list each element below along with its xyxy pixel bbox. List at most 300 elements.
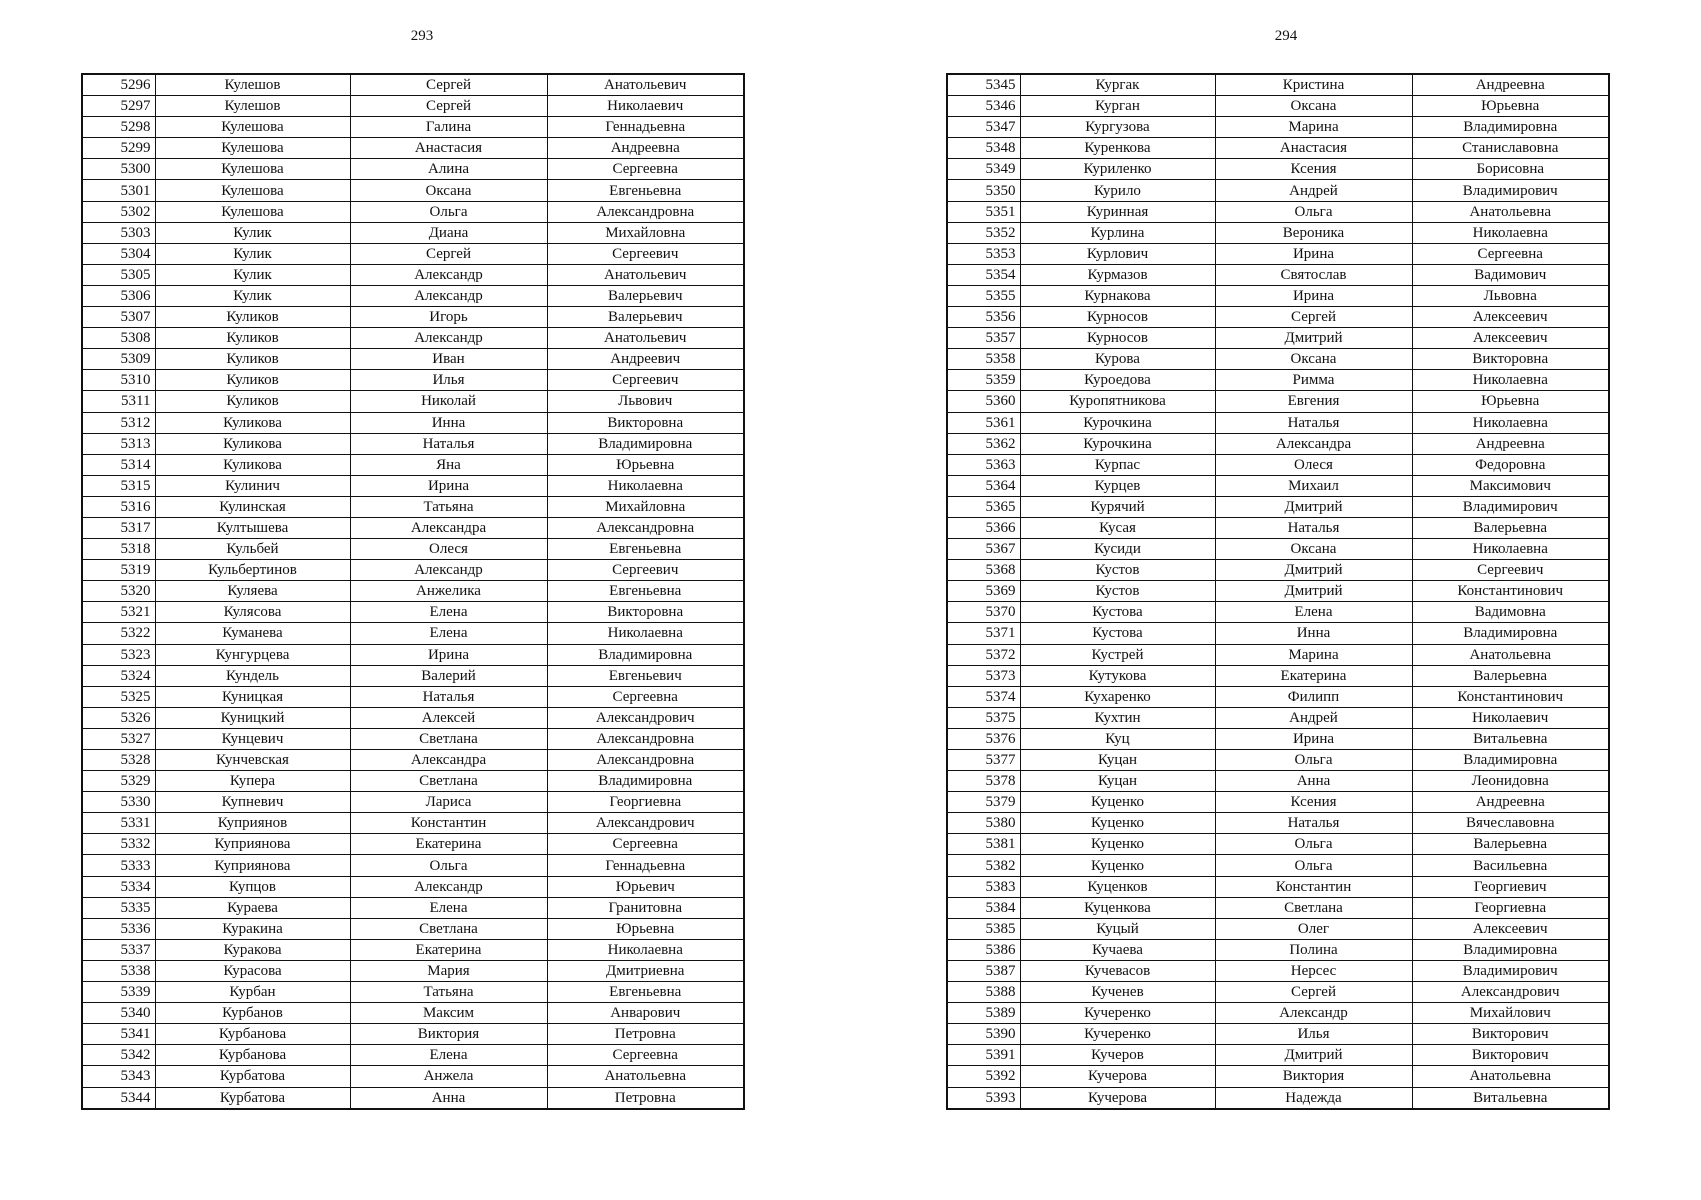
patronymic-cell: Владимировна: [547, 771, 744, 792]
table-row: [82, 370, 744, 391]
patronymic-cell: Станиславовна: [1412, 138, 1609, 159]
row-number-cell: 5353: [947, 243, 1020, 264]
table-row: [947, 707, 1609, 728]
first-name-cell: Марина: [1215, 644, 1412, 665]
table-row: [82, 96, 744, 117]
surname-cell: Курносов: [1020, 307, 1215, 328]
surname-cell: Курбатова: [155, 1066, 350, 1087]
first-name-cell: Игорь: [350, 307, 547, 328]
surname-cell: Куц: [1020, 728, 1215, 749]
row-number-cell: 5371: [947, 623, 1020, 644]
surname-cell: Куницкая: [155, 686, 350, 707]
surname-cell: Курлина: [1020, 222, 1215, 243]
table-row: [82, 855, 744, 876]
surname-cell: Кулинская: [155, 496, 350, 517]
row-number-cell: 5328: [82, 750, 155, 771]
row-number-cell: 5297: [82, 96, 155, 117]
first-name-cell: Мария: [350, 960, 547, 981]
patronymic-cell: Анатольевич: [547, 74, 744, 96]
patronymic-cell: Николаевна: [547, 475, 744, 496]
row-number-cell: 5301: [82, 180, 155, 201]
patronymic-cell: Сергеевич: [1412, 560, 1609, 581]
surname-cell: Кунгурцева: [155, 644, 350, 665]
first-name-cell: Дмитрий: [1215, 560, 1412, 581]
patronymic-cell: Юрьевна: [547, 454, 744, 475]
surname-cell: Кусая: [1020, 517, 1215, 538]
first-name-cell: Наталья: [350, 433, 547, 454]
first-name-cell: Наталья: [1215, 412, 1412, 433]
row-number-cell: 5380: [947, 813, 1020, 834]
row-number-cell: 5392: [947, 1066, 1020, 1087]
patronymic-cell: Андреевна: [1412, 74, 1609, 96]
row-number-cell: 5389: [947, 1003, 1020, 1024]
surname-cell: Кулик: [155, 285, 350, 306]
first-name-cell: Олеся: [1215, 454, 1412, 475]
first-name-cell: Олеся: [350, 539, 547, 560]
first-name-cell: Александр: [350, 876, 547, 897]
first-name-cell: Анжелика: [350, 581, 547, 602]
patronymic-cell: Владимирович: [1412, 960, 1609, 981]
row-number-cell: 5355: [947, 285, 1020, 306]
patronymic-cell: Юрьевна: [1412, 96, 1609, 117]
first-name-cell: Ирина: [1215, 728, 1412, 749]
surname-cell: Кулешова: [155, 159, 350, 180]
row-number-cell: 5348: [947, 138, 1020, 159]
surname-cell: Курмазов: [1020, 264, 1215, 285]
row-number-cell: 5303: [82, 222, 155, 243]
surname-cell: Кунцевич: [155, 728, 350, 749]
row-number-cell: 5333: [82, 855, 155, 876]
first-name-cell: Елена: [350, 897, 547, 918]
table-row: [947, 391, 1609, 412]
table-row: [947, 328, 1609, 349]
patronymic-cell: Геннадьевна: [547, 855, 744, 876]
first-name-cell: Оксана: [350, 180, 547, 201]
surname-cell: Купера: [155, 771, 350, 792]
surname-cell: Кустова: [1020, 602, 1215, 623]
patronymic-cell: Михайловна: [547, 222, 744, 243]
row-number-cell: 5332: [82, 834, 155, 855]
table-row: [82, 180, 744, 201]
patronymic-cell: Юрьевна: [1412, 391, 1609, 412]
surname-cell: Куликов: [155, 328, 350, 349]
row-number-cell: 5370: [947, 602, 1020, 623]
first-name-cell: Александр: [350, 285, 547, 306]
surname-cell: Куликов: [155, 370, 350, 391]
row-number-cell: 5335: [82, 897, 155, 918]
row-number-cell: 5313: [82, 433, 155, 454]
first-name-cell: Екатерина: [1215, 665, 1412, 686]
first-name-cell: Надежда: [1215, 1087, 1412, 1109]
first-name-cell: Дмитрий: [1215, 1045, 1412, 1066]
surname-cell: Куцан: [1020, 750, 1215, 771]
row-number-cell: 5374: [947, 686, 1020, 707]
surname-cell: Куриленко: [1020, 159, 1215, 180]
patronymic-cell: Анатольевна: [1412, 644, 1609, 665]
table-row: [82, 771, 744, 792]
row-number-cell: 5388: [947, 982, 1020, 1003]
row-number-cell: 5359: [947, 370, 1020, 391]
table-row: [947, 918, 1609, 939]
surname-cell: Кулешов: [155, 96, 350, 117]
first-name-cell: Оксана: [1215, 349, 1412, 370]
table-row: [82, 644, 744, 665]
patronymic-cell: Владимировна: [1412, 750, 1609, 771]
first-name-cell: Вероника: [1215, 222, 1412, 243]
patronymic-cell: Александровна: [547, 201, 744, 222]
patronymic-cell: Юрьевна: [547, 918, 744, 939]
patronymic-cell: Николаевна: [547, 939, 744, 960]
row-number-cell: 5302: [82, 201, 155, 222]
patronymic-cell: Анатольевна: [1412, 1066, 1609, 1087]
table-row: [947, 539, 1609, 560]
table-row: [947, 138, 1609, 159]
table-row: [947, 96, 1609, 117]
surname-cell: Кучерова: [1020, 1066, 1215, 1087]
surname-cell: Курбан: [155, 982, 350, 1003]
surname-cell: Куликова: [155, 412, 350, 433]
patronymic-cell: Сергеевна: [547, 686, 744, 707]
first-name-cell: Ольга: [1215, 750, 1412, 771]
table-row: [82, 707, 744, 728]
row-number-cell: 5356: [947, 307, 1020, 328]
row-number-cell: 5334: [82, 876, 155, 897]
table-row: [947, 285, 1609, 306]
patronymic-cell: Федоровна: [1412, 454, 1609, 475]
row-number-cell: 5349: [947, 159, 1020, 180]
surname-cell: Купцов: [155, 876, 350, 897]
surname-cell: Куприянова: [155, 855, 350, 876]
patronymic-cell: Валерьевич: [547, 307, 744, 328]
table-row: [947, 1087, 1609, 1109]
patronymic-cell: Алексеевич: [1412, 918, 1609, 939]
table-row: [947, 581, 1609, 602]
row-number-cell: 5329: [82, 771, 155, 792]
patronymic-cell: Евгеньевна: [547, 581, 744, 602]
patronymic-cell: Сергеевна: [547, 834, 744, 855]
surname-cell: Кучерова: [1020, 1087, 1215, 1109]
row-number-cell: 5347: [947, 117, 1020, 138]
patronymic-cell: Викторович: [1412, 1045, 1609, 1066]
table-row: [947, 960, 1609, 981]
patronymic-cell: Сергеевна: [547, 1045, 744, 1066]
table-row: [947, 602, 1609, 623]
row-number-cell: 5341: [82, 1024, 155, 1045]
first-name-cell: Олег: [1215, 918, 1412, 939]
first-name-cell: Галина: [350, 117, 547, 138]
table-row: [947, 243, 1609, 264]
table-row: [82, 960, 744, 981]
surname-cell: Куманева: [155, 623, 350, 644]
row-number-cell: 5331: [82, 813, 155, 834]
row-number-cell: 5319: [82, 560, 155, 581]
patronymic-cell: Николаевна: [1412, 539, 1609, 560]
patronymic-cell: Александрович: [547, 707, 744, 728]
patronymic-cell: Васильевна: [1412, 855, 1609, 876]
table-row: [947, 117, 1609, 138]
table-row: [947, 728, 1609, 749]
first-name-cell: Сергей: [350, 96, 547, 117]
patronymic-cell: Викторовна: [547, 412, 744, 433]
row-number-cell: 5363: [947, 454, 1020, 475]
table-row: [947, 517, 1609, 538]
surname-cell: Кучеренко: [1020, 1003, 1215, 1024]
table-row: [82, 391, 744, 412]
row-number-cell: 5312: [82, 412, 155, 433]
surname-cell: Куценкова: [1020, 897, 1215, 918]
first-name-cell: Сергей: [1215, 307, 1412, 328]
row-number-cell: 5393: [947, 1087, 1020, 1109]
first-name-cell: Дмитрий: [1215, 496, 1412, 517]
patronymic-cell: Валерьевна: [1412, 517, 1609, 538]
table-row: [82, 307, 744, 328]
surname-cell: Куляева: [155, 581, 350, 602]
first-name-cell: Анастасия: [1215, 138, 1412, 159]
first-name-cell: Сергей: [350, 243, 547, 264]
patronymic-cell: Юрьевич: [547, 876, 744, 897]
surname-cell: Кучевасов: [1020, 960, 1215, 981]
first-name-cell: Алексей: [350, 707, 547, 728]
patronymic-cell: Валерьевич: [547, 285, 744, 306]
surname-cell: Кургузова: [1020, 117, 1215, 138]
first-name-cell: Елена: [350, 602, 547, 623]
surname-cell: Курбатова: [155, 1087, 350, 1109]
surname-cell: Куприянова: [155, 834, 350, 855]
patronymic-cell: Николаевна: [547, 623, 744, 644]
first-name-cell: Екатерина: [350, 834, 547, 855]
surname-cell: Куценков: [1020, 876, 1215, 897]
row-number-cell: 5381: [947, 834, 1020, 855]
surname-cell: Кучаева: [1020, 939, 1215, 960]
table-row: [947, 771, 1609, 792]
first-name-cell: Константин: [1215, 876, 1412, 897]
table-row: [82, 328, 744, 349]
surname-cell: Кулешов: [155, 74, 350, 96]
row-number-cell: 5309: [82, 349, 155, 370]
row-number-cell: 5299: [82, 138, 155, 159]
patronymic-cell: Анатольевна: [547, 1066, 744, 1087]
row-number-cell: 5336: [82, 918, 155, 939]
first-name-cell: Татьяна: [350, 496, 547, 517]
first-name-cell: Светлана: [1215, 897, 1412, 918]
surname-cell: Кулешова: [155, 117, 350, 138]
patronymic-cell: Викторович: [1412, 1024, 1609, 1045]
row-number-cell: 5387: [947, 960, 1020, 981]
surname-cell: Кутукова: [1020, 665, 1215, 686]
table-row: [947, 349, 1609, 370]
row-number-cell: 5368: [947, 560, 1020, 581]
table-row: [82, 792, 744, 813]
first-name-cell: Римма: [1215, 370, 1412, 391]
first-name-cell: Диана: [350, 222, 547, 243]
row-number-cell: 5346: [947, 96, 1020, 117]
page-number: 294: [1274, 28, 1298, 44]
patronymic-cell: Николаевич: [1412, 707, 1609, 728]
first-name-cell: Нерсес: [1215, 960, 1412, 981]
patronymic-cell: Михайловна: [547, 496, 744, 517]
surname-cell: Кусиди: [1020, 539, 1215, 560]
row-number-cell: 5323: [82, 644, 155, 665]
patronymic-cell: Анатольевич: [547, 264, 744, 285]
table-row: [82, 412, 744, 433]
surname-cell: Курбанова: [155, 1045, 350, 1066]
row-number-cell: 5358: [947, 349, 1020, 370]
surname-cell: Курцев: [1020, 475, 1215, 496]
patronymic-cell: Анатольевич: [547, 328, 744, 349]
first-name-cell: Елена: [1215, 602, 1412, 623]
surname-cell: Култышева: [155, 517, 350, 538]
patronymic-cell: Константинович: [1412, 581, 1609, 602]
surname-cell: Кураева: [155, 897, 350, 918]
first-name-cell: Дмитрий: [1215, 328, 1412, 349]
table-row: [82, 665, 744, 686]
row-number-cell: 5386: [947, 939, 1020, 960]
first-name-cell: Ольга: [1215, 201, 1412, 222]
table-row: [82, 602, 744, 623]
table-row: [947, 370, 1609, 391]
patronymic-cell: Борисовна: [1412, 159, 1609, 180]
row-number-cell: 5354: [947, 264, 1020, 285]
patronymic-cell: Владимировна: [547, 433, 744, 454]
table-row: [947, 939, 1609, 960]
patronymic-cell: Александровна: [547, 750, 744, 771]
first-name-cell: Ирина: [1215, 243, 1412, 264]
table-row: [82, 581, 744, 602]
patronymic-cell: Петровна: [547, 1087, 744, 1109]
surname-cell: Куроедова: [1020, 370, 1215, 391]
row-number-cell: 5377: [947, 750, 1020, 771]
first-name-cell: Светлана: [350, 771, 547, 792]
surname-cell: Кургак: [1020, 74, 1215, 96]
patronymic-cell: Владимировна: [1412, 623, 1609, 644]
row-number-cell: 5315: [82, 475, 155, 496]
surname-cell: Кулешова: [155, 180, 350, 201]
first-name-cell: Ксения: [1215, 792, 1412, 813]
first-name-cell: Наталья: [1215, 813, 1412, 834]
row-number-cell: 5321: [82, 602, 155, 623]
first-name-cell: Александр: [350, 560, 547, 581]
table-row: [82, 939, 744, 960]
first-name-cell: Александр: [350, 328, 547, 349]
surname-cell: Куликова: [155, 433, 350, 454]
row-number-cell: 5378: [947, 771, 1020, 792]
row-number-cell: 5372: [947, 644, 1020, 665]
table-row: [947, 813, 1609, 834]
first-name-cell: Александра: [350, 517, 547, 538]
surname-cell: Купневич: [155, 792, 350, 813]
patronymic-cell: Сергеевна: [547, 159, 744, 180]
surname-cell: Курпас: [1020, 454, 1215, 475]
table-row: [82, 1066, 744, 1087]
patronymic-cell: Вадимовна: [1412, 602, 1609, 623]
first-name-cell: Анна: [350, 1087, 547, 1109]
surname-cell: Куценко: [1020, 813, 1215, 834]
first-name-cell: Ольга: [350, 201, 547, 222]
first-name-cell: Дмитрий: [1215, 581, 1412, 602]
row-number-cell: 5379: [947, 792, 1020, 813]
patronymic-cell: Евгеньевна: [547, 180, 744, 201]
first-name-cell: Анастасия: [350, 138, 547, 159]
table-row: [82, 117, 744, 138]
table-row: [947, 1045, 1609, 1066]
row-number-cell: 5337: [82, 939, 155, 960]
surname-cell: Курнакова: [1020, 285, 1215, 306]
patronymic-cell: Вадимович: [1412, 264, 1609, 285]
first-name-cell: Александра: [1215, 433, 1412, 454]
table-row: [947, 180, 1609, 201]
row-number-cell: 5296: [82, 74, 155, 96]
row-number-cell: 5361: [947, 412, 1020, 433]
table-row: [947, 454, 1609, 475]
patronymic-cell: Валерьевна: [1412, 834, 1609, 855]
surname-cell: Курило: [1020, 180, 1215, 201]
table-row: [82, 1003, 744, 1024]
row-number-cell: 5382: [947, 855, 1020, 876]
first-name-cell: Оксана: [1215, 539, 1412, 560]
surname-cell: Кулик: [155, 243, 350, 264]
row-number-cell: 5385: [947, 918, 1020, 939]
first-name-cell: Александр: [350, 264, 547, 285]
patronymic-cell: Витальевна: [1412, 1087, 1609, 1109]
first-name-cell: Анна: [1215, 771, 1412, 792]
row-number-cell: 5338: [82, 960, 155, 981]
row-number-cell: 5339: [82, 982, 155, 1003]
row-number-cell: 5326: [82, 707, 155, 728]
first-name-cell: Инна: [1215, 623, 1412, 644]
patronymic-cell: Андреевна: [1412, 792, 1609, 813]
table-row: [947, 433, 1609, 454]
patronymic-cell: Георгиевна: [1412, 897, 1609, 918]
table-row: [947, 74, 1609, 96]
first-name-cell: Татьяна: [350, 982, 547, 1003]
row-number-cell: 5318: [82, 539, 155, 560]
row-number-cell: 5330: [82, 792, 155, 813]
table-row: [82, 560, 744, 581]
surname-cell: Куракина: [155, 918, 350, 939]
page-number: 293: [410, 28, 434, 44]
patronymic-cell: Викторовна: [547, 602, 744, 623]
row-number-cell: 5362: [947, 433, 1020, 454]
first-name-cell: Алина: [350, 159, 547, 180]
row-number-cell: 5307: [82, 307, 155, 328]
first-name-cell: Илья: [350, 370, 547, 391]
patronymic-cell: Витальевна: [1412, 728, 1609, 749]
patronymic-cell: Николаевна: [1412, 370, 1609, 391]
first-name-cell: Полина: [1215, 939, 1412, 960]
patronymic-cell: Александровна: [547, 728, 744, 749]
patronymic-cell: Дмитриевна: [547, 960, 744, 981]
patronymic-cell: Георгиевна: [547, 792, 744, 813]
patronymic-cell: Николаевич: [547, 96, 744, 117]
patronymic-cell: Львовна: [1412, 285, 1609, 306]
surname-cell: Куценко: [1020, 855, 1215, 876]
first-name-cell: Ирина: [350, 644, 547, 665]
table-row: [947, 855, 1609, 876]
table-row: [82, 475, 744, 496]
row-number-cell: 5308: [82, 328, 155, 349]
patronymic-cell: Михайлович: [1412, 1003, 1609, 1024]
table-row: [82, 159, 744, 180]
patronymic-cell: Владимирович: [1412, 496, 1609, 517]
table-row: [947, 644, 1609, 665]
first-name-cell: Валерий: [350, 665, 547, 686]
table-row: [82, 539, 744, 560]
first-name-cell: Ольга: [1215, 834, 1412, 855]
patronymic-cell: Владимирович: [1412, 180, 1609, 201]
patronymic-cell: Александровна: [547, 517, 744, 538]
patronymic-cell: Леонидовна: [1412, 771, 1609, 792]
first-name-cell: Елена: [350, 623, 547, 644]
